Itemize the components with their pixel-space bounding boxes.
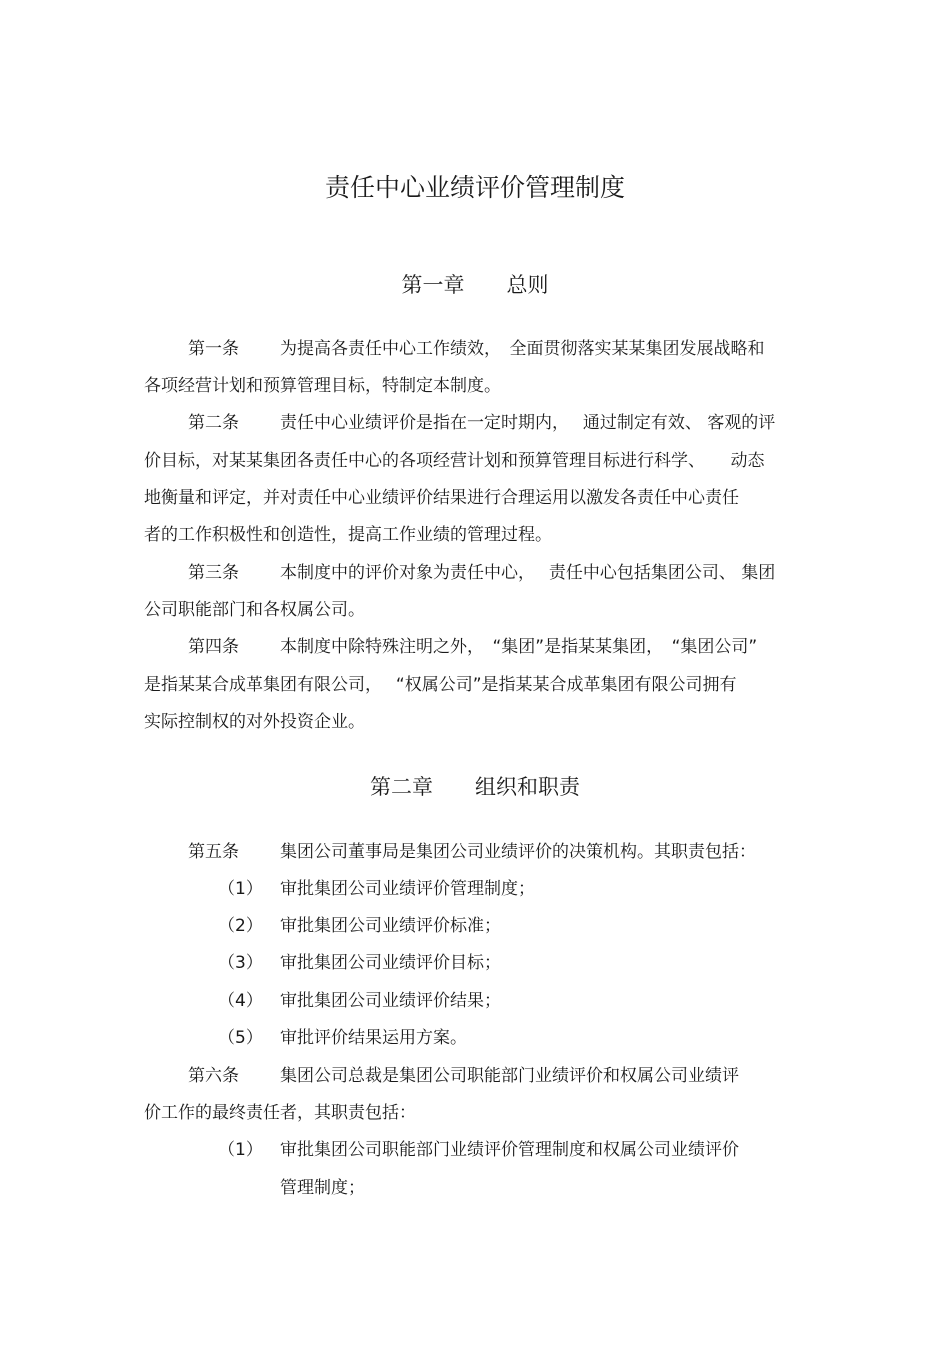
article-4-line: 本制度中除特殊注明之外， “集团”是指某某集团， “集团公司” [280, 637, 758, 657]
list-item-text: 审批集团公司职能部门业绩评价管理制度和权属公司业绩评价 [280, 1140, 739, 1160]
list-item-text: 审批集团公司业绩评价目标； [280, 953, 501, 973]
list-item-number: （2） [218, 916, 263, 936]
article-2-label: 第二条 [188, 413, 239, 433]
article-2-line: 责任中心业绩评价是指在一定时期内， 通过制定有效、 客观的评 [280, 413, 776, 433]
article-4-label: 第四条 [188, 637, 239, 657]
article-1-label: 第一条 [188, 339, 239, 359]
list-item-text: 审批集团公司业绩评价标准； [280, 916, 501, 936]
chapter-name: 总则 [506, 273, 549, 297]
chapter-1-heading [0, 270, 950, 300]
article-5-label: 第五条 [188, 842, 239, 862]
article-3-label: 第三条 [188, 563, 239, 583]
article-6-label: 第六条 [188, 1066, 239, 1086]
article-4-line: 是指某某合成革集团有限公司， “权属公司”是指某某合成革集团有限公司拥有 [144, 675, 737, 695]
chapter-label: 第二章 [370, 775, 433, 799]
list-item-text-continuation: 管理制度； [280, 1178, 365, 1198]
article-6-line: 价工作的最终责任者，其职责包括： [144, 1103, 416, 1123]
list-item-text: 审批集团公司业绩评价管理制度； [280, 879, 535, 899]
chapter-label: 第一章 [401, 273, 465, 297]
article-6-line: 集团公司总裁是集团公司职能部门业绩评价和权属公司业绩评 [280, 1066, 739, 1086]
list-item-text: 审批集团公司业绩评价结果； [280, 991, 501, 1011]
list-item-number: （1） [218, 1140, 263, 1160]
chapter-2-heading [0, 772, 950, 802]
list-item-number: （4） [218, 991, 263, 1011]
article-2-line: 价目标，对某某集团各责任中心的各项经营计划和预算管理目标进行科学、 动态 [144, 451, 765, 471]
article-5-line: 集团公司董事局是集团公司业绩评价的决策机构。其职责包括： [280, 842, 756, 862]
article-1-line: 各项经营计划和预算管理目标，特制定本制度。 [144, 376, 501, 396]
article-3-line: 本制度中的评价对象为责任中心， 责任中心包括集团公司、 集团 [280, 563, 776, 583]
list-item-number: （3） [218, 953, 263, 973]
chapter-name: 组织和职责 [475, 775, 580, 799]
list-item-number: （1） [218, 879, 263, 899]
article-1-line: 为提高各责任中心工作绩效， 全面贯彻落实某某集团发展战略和 [280, 339, 765, 359]
article-2-line: 地衡量和评定，并对责任中心业绩评价结果进行合理运用以激发各责任中心责任 [144, 488, 739, 508]
article-2-line: 者的工作积极性和创造性，提高工作业绩的管理过程。 [144, 525, 552, 545]
list-item-text: 审批评价结果运用方案。 [280, 1028, 467, 1048]
list-item-number: （5） [218, 1028, 263, 1048]
article-4-line: 实际控制权的对外投资企业。 [144, 712, 365, 732]
article-3-line: 公司职能部门和各权属公司。 [144, 600, 365, 620]
document-title: 责任中心业绩评价管理制度 [324, 173, 625, 202]
